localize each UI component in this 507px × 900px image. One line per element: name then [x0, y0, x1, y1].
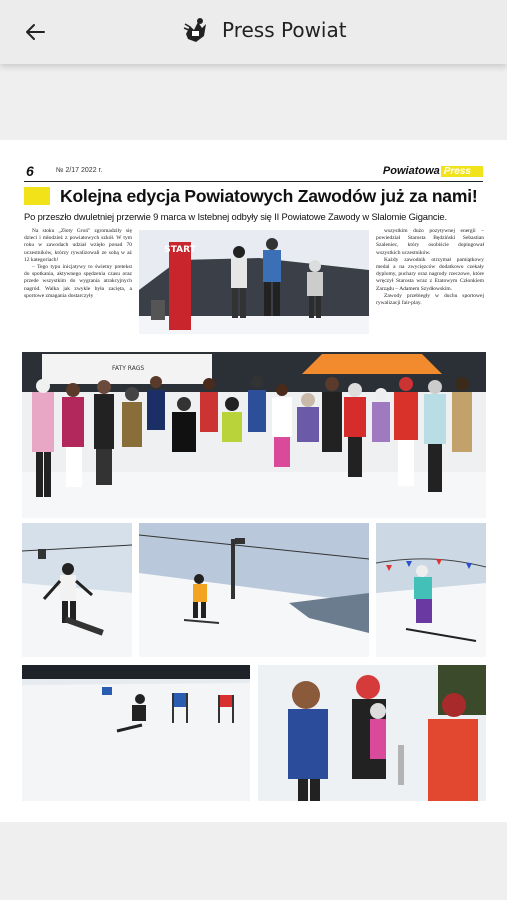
newspaper-page — [0, 140, 507, 822]
app-title: Press Powiat — [222, 18, 347, 42]
paragraph: Każdy zawodnik otrzymał pamiątkowy medal a na zwycięzców dodatkowo czekały dyplomy, puchary oraz nagrody rzeczowe, które wręczył Starosta wraz z Etatowym Członkiem Zarządu – Adamem Szydłowskim. — [376, 256, 484, 292]
lead: Po przeszło dwuletniej przerwie 9 marca w Istebnej odbyły się II Powiatowe Zawody w Slalomie Gigancie. — [24, 211, 447, 222]
masthead-tag: Press — [441, 166, 483, 177]
start-banner: START — [164, 245, 196, 255]
bottom-area — [0, 822, 507, 900]
article-column-left — [24, 228, 132, 346]
masthead-main: Powiatowa — [382, 165, 440, 177]
page-header — [24, 164, 483, 180]
paragraph: Zawody przebiegły w duchu sportowej rywalizacji fair-play. — [376, 292, 484, 307]
paragraph: wszystkim dużo pozytywnej energii – powiedział Starosta Będziński Sebastian Szaleniec, który osobiście dopingował wszystkich uczestników. — [376, 228, 484, 256]
article-column-right — [376, 228, 484, 346]
paragraph: Na stoku „Złoty Groń" zgromadziły się dzieci i młodzież z powiatowych szkół. W tym roku w zawodach udział wzięło ponad 70 uczestników, którzy rywalizowali ze sobą w aż 12 kategoriach! — [24, 228, 132, 263]
photo-snowboarder[interactable] — [22, 523, 132, 657]
photo-slalom-gates[interactable] — [22, 665, 250, 801]
photo-skier-child[interactable] — [376, 523, 486, 657]
headline: Kolejna edycja Powiatowych Zawodów już za nami! — [60, 185, 478, 206]
arrow-left-icon[interactable] — [22, 20, 48, 44]
app-bar — [0, 0, 507, 64]
issue-number: № 2/17 2022 r. — [56, 167, 103, 174]
paragraph: – Tego typu inicjatywy to świetny pretekst do spotkania, aktywnego spędzenia czasu oraz przede wszystkim do wygrania atrakcyjnych nagród. Walka jak zwykle była zacięta, a sportowe zmagania dostarczyły — [24, 264, 132, 299]
header-divider — [24, 181, 483, 182]
photo-group[interactable] — [22, 352, 486, 518]
masthead — [383, 165, 483, 177]
brand — [180, 14, 347, 46]
headline-row — [24, 185, 487, 207]
page-number: 6 — [26, 163, 34, 179]
photo-skier-slope[interactable] — [139, 523, 369, 657]
photo-medal-ceremony[interactable] — [258, 665, 486, 801]
photo-start-gate[interactable] — [139, 230, 369, 334]
press-logo-icon — [180, 14, 212, 46]
headline-accent — [24, 187, 50, 205]
photo-sign: FATY RAGS — [112, 365, 145, 372]
